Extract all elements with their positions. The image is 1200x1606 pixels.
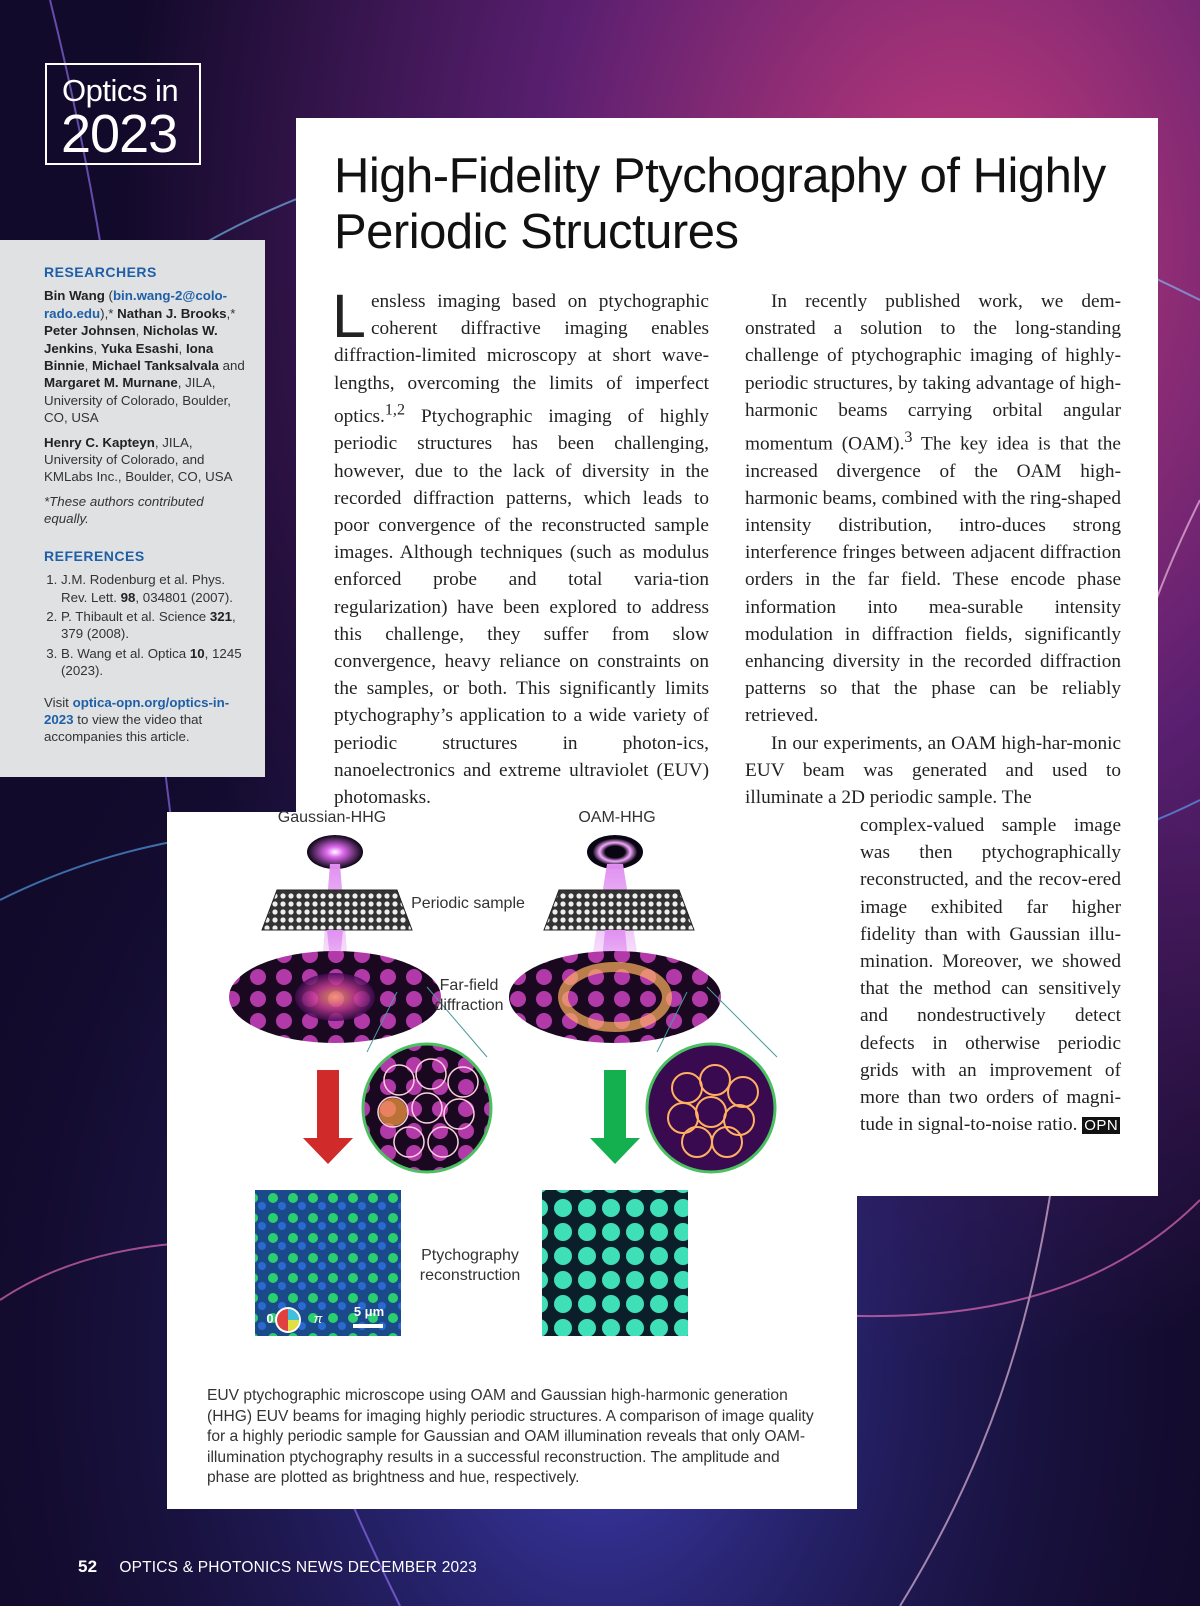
article-column-3 <box>860 812 1121 1139</box>
reference-item: 3. B. Wang et al. Optica 10, 1245 (2023). <box>61 645 245 680</box>
label-oam-hhg: OAM-HHG <box>578 809 656 826</box>
figure <box>167 809 857 1509</box>
article-title: High-Fidelity Ptychography of Highly Periodic Structures <box>334 149 1106 259</box>
label-gaussian-hhg: Gaussian-HHG <box>277 809 387 826</box>
paragraph-3-continued: complex-valued sample image was then ptychographically reconstructed, and the recov-ered image exhibited far higher fidelity than with Gaussian illu-mination. Moreover, we showed that the method can sensitively and nondestructively detect defects in otherwise periodic grids with an improvement of more than two orders of magni-tude in signal-to-noise ratio. <box>860 815 1121 1136</box>
publication-info: OPTICS & PHOTONICS NEWS DECEMBER 2023 <box>119 1559 477 1576</box>
researchers-list-2: Henry C. Kapteyn, JILA, University of Colorado, and KMLabs Inc., Boulder, CO, USA <box>44 434 233 485</box>
figure-caption: EUV ptychographic microscope using OAM and Gaussian high-harmonic generation (HHG) EUV beams for imaging highly periodic structures. A comparison of image quality for a highly periodic sample for Gaussian and OAM illumination reveals that only OAM-illumination ptychography results in a successful reconstruction. The amplitude and phase are plotted as brightness and hue, respectively. <box>207 1387 814 1487</box>
phase-pi-label: π <box>313 1311 323 1326</box>
label-ptychography-reconstruction: Ptychography reconstruction <box>419 1247 521 1284</box>
opn-end-mark: OPN <box>1084 1117 1119 1135</box>
page-footer <box>78 1557 477 1577</box>
researchers-list: Bin Wang (bin.wang-2@colo-rado.edu),* Nathan J. Brooks,* Peter Johnsen, Nicholas W. Jenkins, Yuka Esashi, Iona Binnie, Michael Tanksalvala and Margaret M. Murnane, JILA, University of Colorado, Boulder, CO, USA <box>44 288 245 426</box>
drop-cap: L <box>332 282 366 350</box>
reference-item: 1. J.M. Rodenburg et al. Phys. Rev. Lett. 98, 034801 (2007). <box>61 571 245 606</box>
paragraph-2: In recently published work, we dem-onstrated a solution to the long-standing challenge of ptychographic imaging of highly-periodic structures, by taking advantage of high-harmonic beams carrying orbital angular momentum (OAM).$^3$ The key idea is that the increased divergence of the OAM high-harmonic beams, combined with the ring-shaped intensity distribution, intro-duces strong interference fringes between adjacent diffraction orders in the far field. These encode phase information into mea-surable intensity modulation in diffraction fields, significantly enhancing diversity in the recorded diffraction patterns so that the phase can be reliably retrieved. <box>745 291 1121 727</box>
paragraph-3: In our experiments, an OAM high-har-monic EUV beam was generated and used to illuminate a 2D periodic sample. The <box>745 732 1121 809</box>
paragraph-1: ensless imaging based on ptychographic coherent diffractive imaging enables diffraction-limited microscopy at short wave-lengths, overcoming the limits of imperfect optics.$^{1,2}$ Ptychographic imaging of highly periodic structures has been challenging, however, due to the lack of diversity in the recorded diffraction patterns, which leads to poor convergence of the reconstructed sample images. Although techniques (such as modulus enforced probe and total varia-tion regularization) have been explored to address this challenge, they suffer from slow convergence, heavy reliance on constraints on the samples, or both. This significantly limits ptychography’s application to a wide variety of periodic structures in photon-ics, nanoelectronics and extreme ultraviolet (EUV) photomasks. <box>334 291 709 809</box>
researchers-heading: RESEARCHERS <box>44 264 157 280</box>
reference-item: 2. P. Thibault et al. Science 321, 379 (2008). <box>61 608 245 643</box>
article-column-1 <box>332 282 709 811</box>
label-far-field-diffraction: Far-field diffraction <box>434 977 504 1014</box>
scale-bar-label: 5 μm <box>353 1304 385 1319</box>
label-periodic-sample: Periodic sample <box>411 895 525 912</box>
sidebar <box>0 240 265 777</box>
contribution-note: *These authors contributed equally. <box>44 493 204 527</box>
references-heading: REFERENCES <box>44 547 145 564</box>
badge-year: 2023 <box>61 104 178 164</box>
optics-in-2023-badge <box>45 63 201 165</box>
references-list <box>44 571 245 679</box>
badge-line1: Optics in <box>62 73 179 108</box>
video-link-note[interactable]: Visit optica-opn.org/optics-in-2023 to view the video that accompanies this article. <box>44 694 230 745</box>
phase-zero-label: 0 <box>266 1311 274 1326</box>
article-column-2 <box>745 288 1121 811</box>
page-number: 52 <box>78 1557 98 1576</box>
